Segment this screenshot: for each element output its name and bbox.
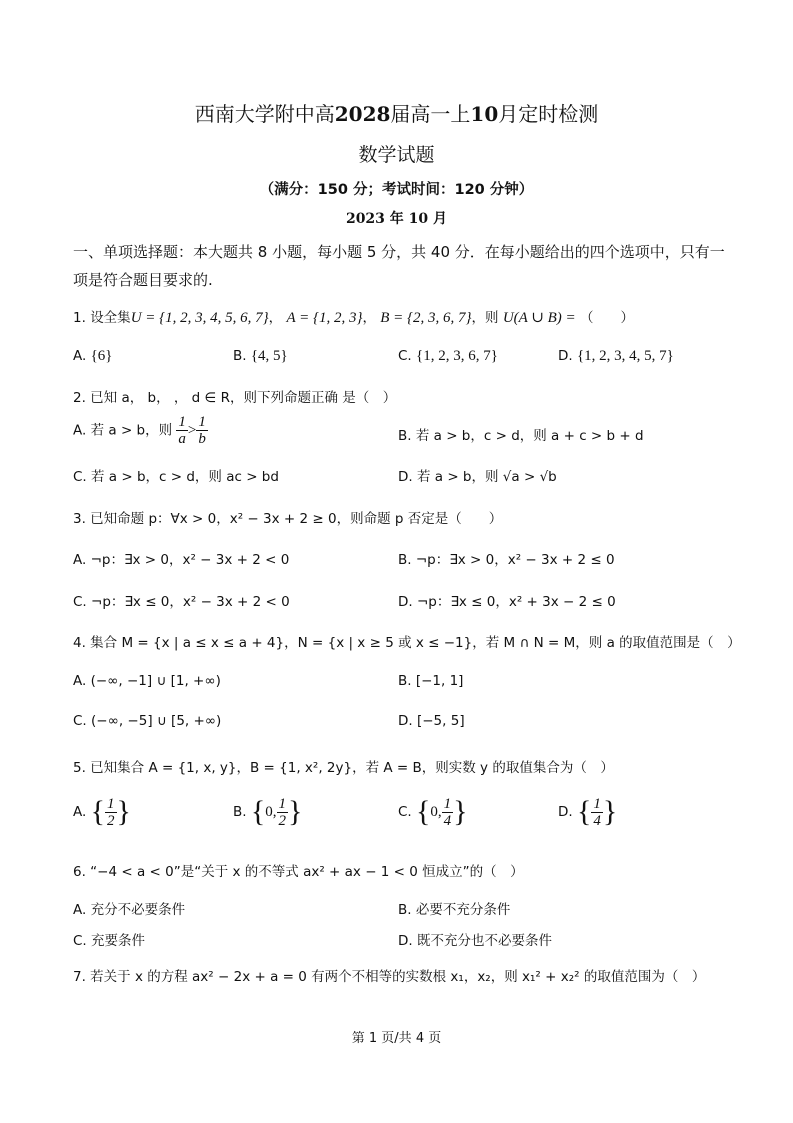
- question-5: 5. 已知集合 A = {1, x, y}，B = {1, x², 2y}，若 A = B，则实数 y 的取值集合为（ ）: [73, 760, 614, 776]
- option-b: B. [−1, 1]: [398, 673, 464, 689]
- option-d: D. 若 a > b，则 √a > √b: [398, 469, 557, 485]
- title-part: 届高一上: [390, 102, 471, 126]
- section-heading: 一、单项选择题：本大题共 8 小题，每小题 5 分，共 40 分．在每小题给出的四个选项中，只有一项是符合题目要求的.: [73, 243, 725, 289]
- option-b: B. 若 a > b，c > d，则 a + c > b + d: [398, 428, 644, 444]
- option-b: B. ¬p：∃x > 0，x² − 3x + 2 ≤ 0: [398, 552, 615, 568]
- option-c: C. ¬p：∃x ≤ 0，x² − 3x + 2 < 0: [73, 594, 290, 610]
- option-c: C. 充要条件: [73, 933, 146, 949]
- exam-date: 2023 年 10 月: [345, 211, 448, 227]
- question-4: 4. 集合 M = {x | a ≤ x ≤ a + 4}，N = {x | x ≥ 5 或 x ≤ −1}，若 M ∩ N = M，则 a 的取值范围是（ ）: [73, 635, 741, 651]
- title-month: 10: [470, 102, 499, 126]
- option-a: A. ¬p：∃x > 0，x² − 3x + 2 < 0: [73, 552, 290, 568]
- option-d: D. {1, 2, 3, 4, 5, 7}: [558, 348, 674, 364]
- exam-meta: （满分：150 分；考试时间：120 分钟）: [259, 182, 534, 198]
- option-b: B. {0, $\frac{1}{2}$ }: [233, 795, 303, 829]
- option-c: C. {0, $\frac{1}{4}$ }: [398, 795, 468, 829]
- question-6: 6. “−4 < a < 0”是“关于 x 的不等式 ax² + ax − 1 < 0 恒成立”的（ ）: [73, 864, 524, 880]
- question-2: 2. 已知 a， b， ， d ∈ R，则下列命题正确 是（ ）: [73, 390, 397, 406]
- page-footer: 第 1 页/共 4 页: [351, 1031, 442, 1046]
- option-c: C. (−∞, −5] ∪ [5, +∞): [73, 713, 222, 729]
- option-b: B. {4, 5}: [233, 348, 288, 364]
- option-d: D. ¬p：∃x ≤ 0，x² + 3x − 2 ≤ 0: [398, 594, 616, 610]
- option-a: A. {6}: [73, 348, 113, 364]
- option-c: C. {1, 2, 3, 6, 7}: [398, 348, 498, 364]
- title-part: 西南大学附中高: [194, 102, 335, 126]
- question-7: 7. 若关于 x 的方程 ax² − 2x + a = 0 有两个不相等的实数根 x₁，x₂，则 x₁² + x₂² 的取值范围为（ ）: [73, 969, 706, 985]
- option-d: D. 既不充分也不必要条件: [398, 933, 552, 949]
- option-a: A. 若 a > b，则 $\frac{1}{a}$ > $\frac{1}{b}$: [73, 414, 206, 447]
- exam-title: [0, 98, 793, 127]
- question-1: 1. 设全集U = {1, 2, 3, 4, 5, 6, 7}， A = {1, 2, 3}， B = {2, 3, 6, 7}，则 U(A ∪ B) = （ ）: [73, 310, 634, 326]
- option-a: A. { $\frac{1}{2}$ }: [73, 795, 131, 829]
- option-a: A. 充分不必要条件: [73, 902, 186, 918]
- title-part: 月定时检测: [498, 102, 599, 126]
- option-d: D. [−5, 5]: [398, 713, 465, 729]
- option-c: C. 若 a > b，c > d，则 ac > bd: [73, 469, 279, 485]
- option-b: B. 必要不充分条件: [398, 902, 511, 918]
- option-a: A. (−∞, −1] ∪ [1, +∞): [73, 673, 221, 689]
- exam-subject: 数学试题: [358, 144, 435, 166]
- option-d: D. { $\frac{1}{4}$ }: [558, 795, 618, 829]
- question-3: 3. 已知命题 p：∀x > 0，x² − 3x + 2 ≥ 0，则命题 p 否定是（ ）: [73, 511, 503, 527]
- title-year: 2028: [334, 102, 391, 126]
